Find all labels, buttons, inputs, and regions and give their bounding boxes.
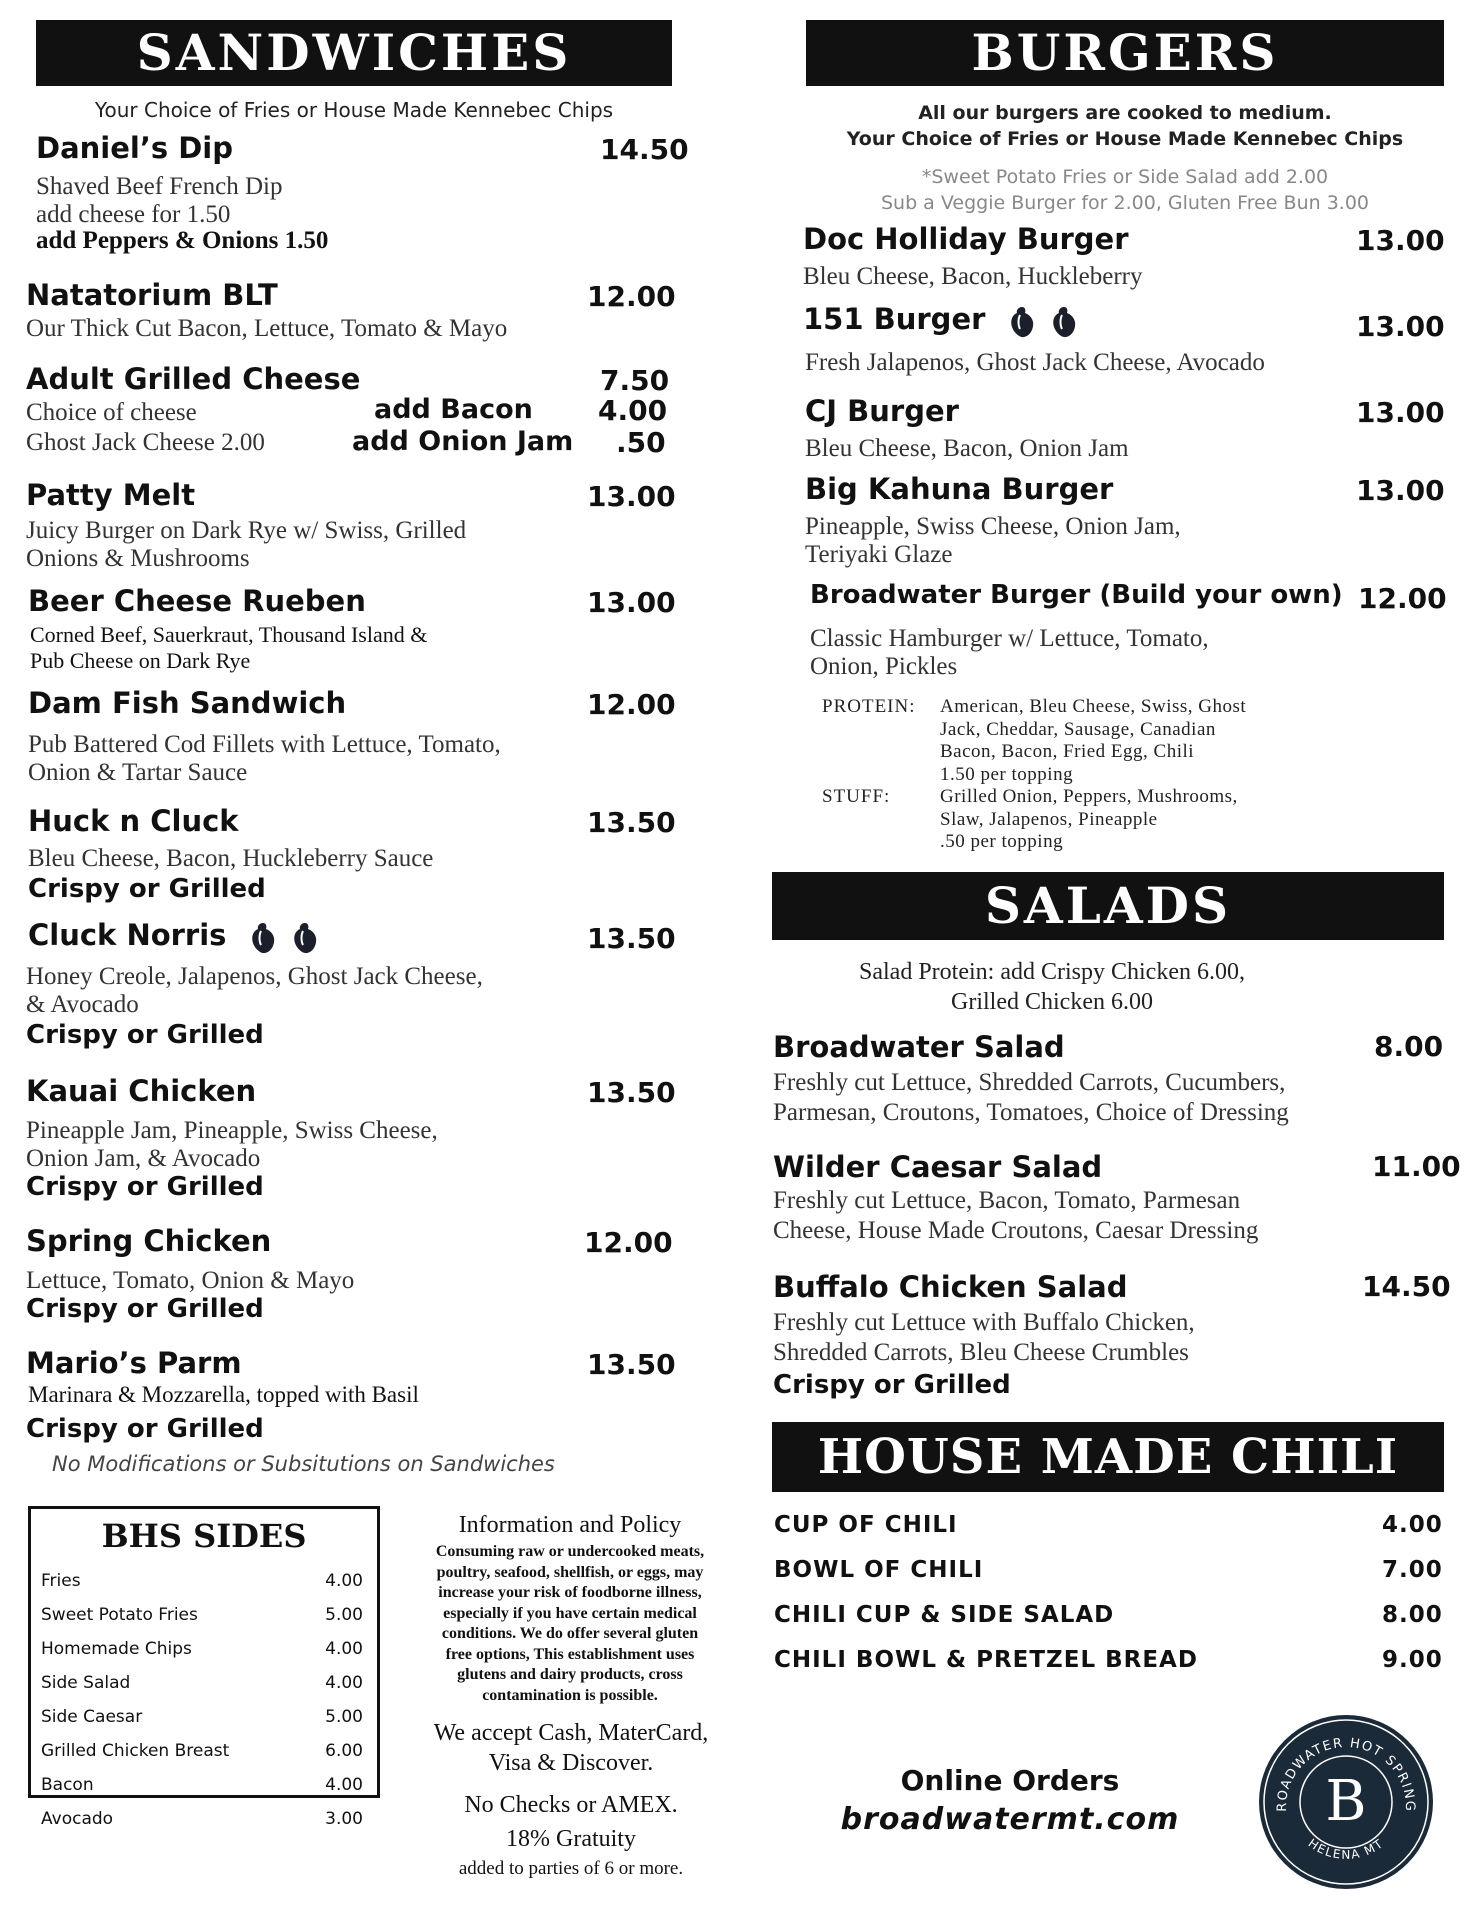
stuff-line: Slaw, Jalapenos, Pineapple — [940, 808, 1158, 830]
menu-item-desc: Honey Creole, Jalapenos, Ghost Jack Cheese, — [26, 963, 483, 990]
side-item-name: Side Salad — [41, 1673, 131, 1693]
menu-item-desc: Freshly cut Lettuce, Shredded Carrots, Cucumbers, — [773, 1069, 1286, 1096]
side-item-price: 3.00 — [325, 1809, 363, 1829]
chili-heading: HOUSE MADE CHILI — [817, 1429, 1399, 1485]
side-item-name: Sweet Potato Fries — [41, 1605, 198, 1625]
side-item — [41, 1639, 363, 1659]
menu-item-desc: Shredded Carrots, Bleu Cheese Crumbles — [773, 1339, 1189, 1366]
protein-line: Bacon, Bacon, Fried Egg, Chili — [940, 741, 1195, 762]
chili-item-price: 8.00 — [1382, 1602, 1443, 1628]
side-item-price: 4.00 — [325, 1775, 363, 1795]
menu-item-name — [803, 302, 1078, 337]
spicy-pepper-icon — [1050, 305, 1078, 337]
menu-item-price: 12.00 — [1358, 582, 1447, 615]
menu-item-name: Dam Fish Sandwich — [28, 686, 347, 720]
menu-item-desc: Onion Jam, & Avocado — [26, 1145, 261, 1172]
addon-label: add Onion Jam — [352, 426, 574, 457]
menu-item-name: Mario’s Parm — [26, 1346, 242, 1380]
spicy-pepper-icon — [249, 921, 277, 953]
menu-item-desc: Onion & Tartar Sauce — [28, 759, 248, 786]
menu-item-name: Broadwater Salad — [773, 1030, 1065, 1064]
logo-bottom-text: HELENA MT — [1305, 1836, 1387, 1862]
menu-item-price: 8.00 — [1374, 1030, 1444, 1063]
menu-item-name: Patty Melt — [26, 478, 196, 512]
menu-item-price: 13.00 — [1356, 310, 1445, 343]
menu-item-desc: Lettuce, Tomato, Onion & Mayo — [26, 1267, 355, 1294]
menu-item-desc: Teriyaki Glaze — [805, 541, 953, 568]
chili-item-name: CUP OF CHILI — [774, 1512, 958, 1538]
salads-heading: SALADS — [984, 876, 1232, 935]
policy-line: especially if you have certain medical — [443, 1604, 697, 1622]
menu-item-desc: Freshly cut Lettuce with Buffalo Chicken, — [773, 1309, 1195, 1336]
menu-item-price: 13.00 — [587, 480, 676, 513]
burgers-subtitle: All our burgers are cooked to medium. — [918, 102, 1332, 124]
sandwiches-subtitle: Your Choice of Fries or House Made Kennebec Chips — [94, 98, 614, 122]
burgers-note: *Sweet Potato Fries or Side Salad add 2.00 — [921, 166, 1329, 188]
menu-item-desc: Corned Beef, Sauerkraut, Thousand Island & — [30, 622, 428, 647]
menu-item-desc: Pub Battered Cod Fillets with Lettuce, Tomato, — [28, 731, 501, 758]
spicy-pepper-icon — [1008, 305, 1036, 337]
policy-line: increase your risk of foodborne illness, — [438, 1584, 702, 1601]
menu-item-price: 13.00 — [1356, 396, 1445, 429]
crispy-or-grilled: Crispy or Grilled — [26, 1172, 264, 1202]
side-item-name: Avocado — [41, 1809, 114, 1829]
side-item — [41, 1741, 363, 1761]
policy-line: glutens and dairy products, cross — [457, 1666, 683, 1683]
salads-banner — [772, 872, 1444, 940]
stuff-line: .50 per topping — [940, 831, 1064, 852]
menu-item-desc: Shaved Beef French Dip — [36, 173, 283, 200]
chili-banner — [772, 1422, 1444, 1492]
menu-item-price: 12.00 — [587, 280, 676, 313]
side-item-price: 4.00 — [325, 1639, 363, 1659]
menu-item-price: 13.00 — [587, 586, 676, 619]
addon-price: .50 — [616, 426, 666, 459]
protein-line: American, Bleu Cheese, Swiss, Ghost — [940, 696, 1247, 717]
online-orders-label: Online Orders — [900, 1764, 1120, 1797]
salad-protein: Grilled Chicken 6.00 — [951, 989, 1153, 1015]
protein-options — [940, 696, 1246, 786]
menu-item-desc: Freshly cut Lettuce, Bacon, Tomato, Parmesan — [773, 1187, 1241, 1214]
crispy-or-grilled: Crispy or Grilled — [26, 1020, 264, 1050]
protein-line: 1.50 per topping — [940, 763, 1074, 785]
menu-item-name: Spring Chicken — [26, 1224, 272, 1258]
sandwiches-heading: SANDWICHES — [136, 23, 572, 82]
side-item — [41, 1571, 363, 1591]
crispy-or-grilled: Crispy or Grilled — [28, 874, 266, 904]
menu-item-price: 13.50 — [587, 922, 676, 955]
stuff-label: STUFF: — [822, 786, 891, 807]
menu-item-name: Adult Grilled Cheese — [26, 362, 361, 396]
side-item-price: 6.00 — [325, 1741, 363, 1761]
chili-item-price: 7.00 — [1382, 1557, 1443, 1583]
stuff-line: Grilled Onion, Peppers, Mushrooms, — [940, 786, 1238, 807]
side-item — [41, 1707, 363, 1727]
crispy-or-grilled: Crispy or Grilled — [773, 1370, 1011, 1400]
side-item-price: 5.00 — [325, 1605, 363, 1625]
menu-item-desc: & Avocado — [26, 991, 139, 1018]
policy-line: contamination is possible. — [482, 1686, 658, 1704]
sandwiches-banner — [36, 20, 672, 86]
protein-label: PROTEIN: — [822, 696, 916, 717]
side-item-name: Side Caesar — [41, 1707, 143, 1727]
side-item-name: Fries — [41, 1571, 81, 1591]
menu-item-desc: Pineapple Jam, Pineapple, Swiss Cheese, — [26, 1117, 438, 1144]
menu-item-price: 13.50 — [587, 806, 676, 839]
menu-item-desc: Bleu Cheese, Bacon, Onion Jam — [805, 435, 1129, 462]
addon-label: add Bacon — [374, 394, 533, 425]
menu-item-desc: Bleu Cheese, Bacon, Huckleberry Sauce — [28, 845, 434, 872]
menu-item-desc: Ghost Jack Cheese 2.00 — [26, 429, 265, 456]
payment-methods: We accept Cash, MaterCard, — [433, 1720, 709, 1746]
side-item-price: 4.00 — [325, 1673, 363, 1693]
menu-item-price: 14.50 — [600, 133, 689, 166]
menu-item-name — [28, 918, 319, 953]
menu-item-name: Wilder Caesar Salad — [773, 1150, 1103, 1184]
burgers-banner — [806, 20, 1444, 86]
protein-line: Jack, Cheddar, Sausage, Canadian — [940, 718, 1216, 740]
crispy-or-grilled: Crispy or Grilled — [26, 1414, 264, 1444]
logo-ring-text: ROADWATER HOT SPRING — [1274, 1735, 1418, 1813]
stuff-options — [940, 786, 1238, 854]
menu-item-price: 13.00 — [1356, 474, 1445, 507]
side-item-name: Homemade Chips — [41, 1639, 192, 1659]
burgers-subtitle: Your Choice of Fries or House Made Kennebec Chips — [846, 128, 1404, 150]
chili-item-price: 4.00 — [1382, 1512, 1443, 1538]
policy-line: poultry, seafood, shellfish, or eggs, may — [436, 1563, 704, 1581]
side-item-name: Grilled Chicken Breast — [41, 1741, 230, 1761]
no-checks: No Checks or AMEX. — [464, 1792, 678, 1818]
menu-item-price: 13.00 — [1356, 224, 1445, 257]
menu-item-name: Daniel’s Dip — [36, 131, 233, 165]
gratuity-note: added to parties of 6 or more. — [458, 1858, 684, 1879]
menu-item-desc: Pineapple, Swiss Cheese, Onion Jam, — [805, 513, 1181, 540]
menu-item-desc: Bleu Cheese, Bacon, Huckleberry — [803, 263, 1143, 290]
menu-item-desc: Marinara & Mozzarella, topped with Basil — [28, 1382, 419, 1407]
sides-box — [28, 1506, 380, 1829]
addon-price: 4.00 — [598, 394, 668, 427]
menu-item-name: Big Kahuna Burger — [805, 472, 1114, 506]
gratuity: 18% Gratuity — [506, 1826, 636, 1852]
menu-item-price: 12.00 — [584, 1226, 673, 1259]
menu-item-desc: Cheese, House Made Croutons, Caesar Dressing — [773, 1217, 1259, 1244]
menu-item-price: 11.00 — [1372, 1150, 1461, 1183]
menu-item-desc: Pub Cheese on Dark Rye — [30, 648, 251, 673]
chili-item-name: BOWL OF CHILI — [774, 1557, 984, 1583]
policy-line: free options, This establishment uses — [445, 1645, 695, 1663]
policy-text — [400, 1542, 740, 1706]
burgers-note: Sub a Veggie Burger for 2.00, Gluten Free Bun 3.00 — [880, 192, 1370, 214]
menu-item-name: Huck n Cluck — [28, 804, 239, 838]
menu-item-desc: Onions & Mushrooms — [26, 545, 250, 572]
menu-item-price: 14.50 — [1362, 1270, 1451, 1303]
website-link[interactable]: broadwatermt.com — [840, 1802, 1180, 1837]
menu-item-price: 13.50 — [587, 1076, 676, 1109]
side-item — [41, 1605, 363, 1625]
menu-item-price: 7.50 — [600, 364, 670, 397]
crispy-or-grilled: Crispy or Grilled — [26, 1294, 264, 1324]
menu-item-name: CJ Burger — [805, 394, 959, 428]
menu-item-price: 12.00 — [587, 688, 676, 721]
menu-item-extra: add Peppers & Onions 1.50 — [36, 227, 329, 254]
menu-item-name: Buffalo Chicken Salad — [773, 1270, 1128, 1304]
menu-item-desc: Choice of cheese — [26, 399, 197, 426]
payment-methods: Visa & Discover. — [488, 1750, 654, 1776]
logo-letter: B — [1325, 1769, 1367, 1834]
policy-heading: Information and Policy — [458, 1512, 682, 1538]
side-item-price: 4.00 — [325, 1571, 363, 1591]
side-item — [41, 1775, 363, 1795]
menu-item-name: Natatorium BLT — [26, 278, 278, 312]
side-item — [41, 1673, 363, 1693]
menu-item-desc: Parmesan, Croutons, Tomatoes, Choice of Dressing — [773, 1099, 1289, 1126]
side-item-name: Bacon — [41, 1775, 94, 1795]
side-item-price: 5.00 — [325, 1707, 363, 1727]
menu-item-name-text: Cluck Norris — [28, 918, 227, 952]
sides-heading: BHS SIDES — [101, 1517, 307, 1555]
spicy-pepper-icon — [291, 921, 319, 953]
chili-item-name: CHILI CUP & SIDE SALAD — [774, 1602, 1115, 1628]
menu-item-desc: Fresh Jalapenos, Ghost Jack Cheese, Avocado — [805, 349, 1265, 376]
side-item — [41, 1809, 363, 1829]
menu-item-name: Broadwater Burger (Build your own) — [810, 580, 1343, 610]
burgers-heading: BURGERS — [971, 23, 1279, 82]
menu-item-desc: Our Thick Cut Bacon, Lettuce, Tomato & Mayo — [26, 315, 508, 342]
sandwich-note: No Modifications or Subsitutions on Sandwiches — [52, 1452, 555, 1476]
chili-item-price: 9.00 — [1382, 1647, 1443, 1673]
menu-item-desc: Juicy Burger on Dark Rye w/ Swiss, Grilled — [26, 517, 467, 544]
broadwater-logo — [1256, 1712, 1436, 1892]
menu-item-extra: add cheese for 1.50 — [36, 201, 231, 228]
chili-item-name: CHILI BOWL & PRETZEL BREAD — [774, 1647, 1198, 1673]
menu-item-name: Doc Holliday Burger — [803, 222, 1129, 256]
menu-item-name: Kauai Chicken — [26, 1074, 257, 1108]
menu-item-desc: Onion, Pickles — [810, 653, 958, 680]
menu-item-name-text: 151 Burger — [803, 302, 986, 336]
policy-line: conditions. We do offer several gluten — [441, 1625, 699, 1642]
policy-line: Consuming raw or undercooked meats, — [435, 1543, 705, 1560]
menu-item-name: Beer Cheese Rueben — [28, 584, 366, 618]
menu-item-desc: Classic Hamburger w/ Lettuce, Tomato, — [810, 625, 1209, 652]
menu-item-price: 13.50 — [587, 1348, 676, 1381]
salad-protein: Salad Protein: add Crispy Chicken 6.00, — [859, 959, 1245, 985]
